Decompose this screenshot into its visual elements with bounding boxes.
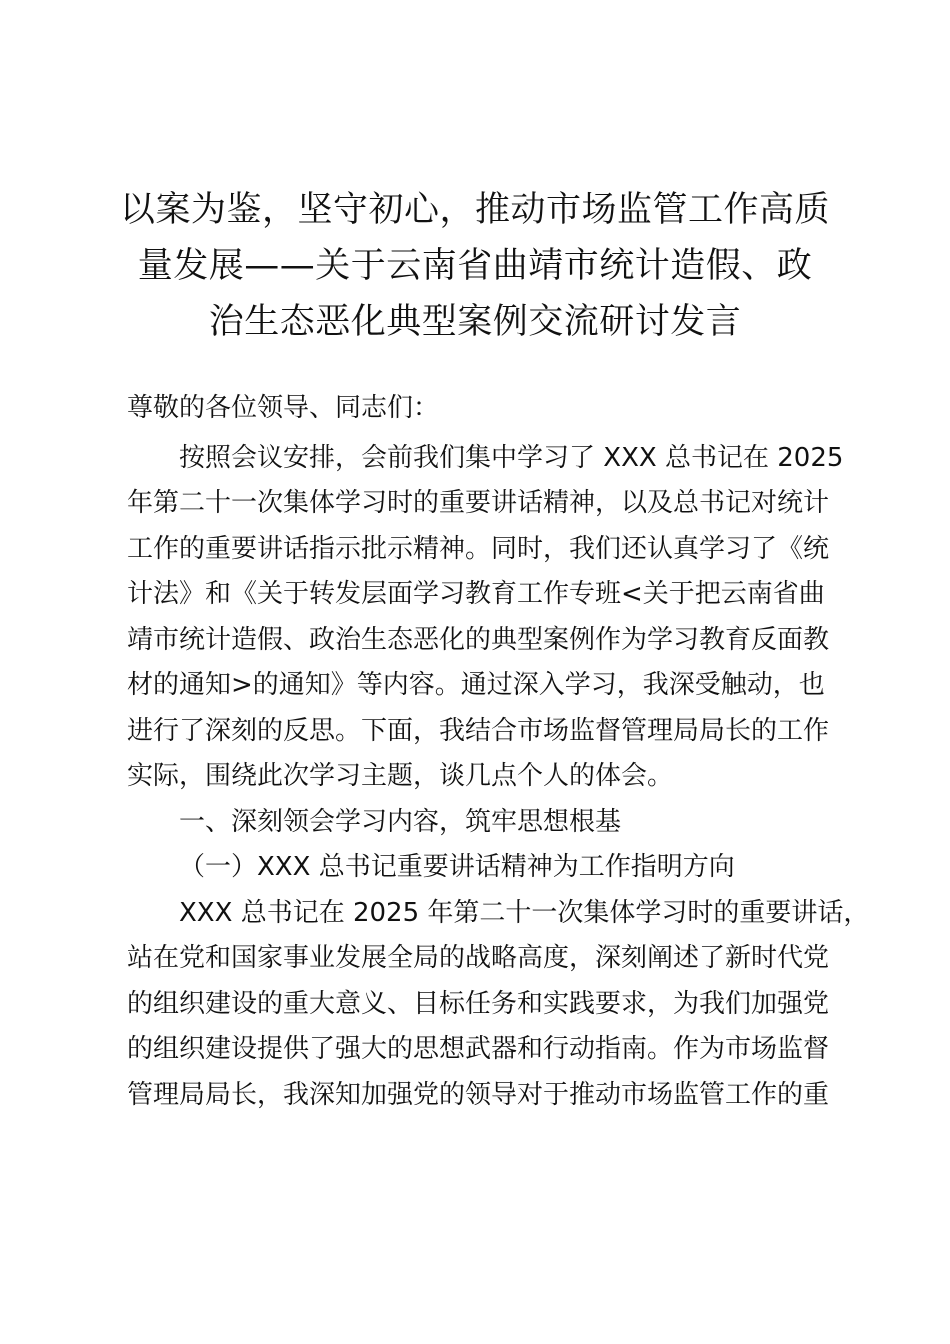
paragraph-line: 进行了深刻的反思。下面，我结合市场监督管理局局长的工作 bbox=[127, 715, 830, 746]
paragraph-line: 的组织建设的重大意义、目标任务和实践要求，为我们加强党 bbox=[127, 988, 830, 1019]
salutation: 尊敬的各位领导、同志们： bbox=[127, 393, 440, 423]
paragraph-line: 的组织建设提供了强大的思想武器和行动指南。作为市场监督 bbox=[127, 1034, 830, 1064]
section-heading: 一、深刻领会学习内容，筑牢思想根基 bbox=[179, 806, 622, 837]
paragraph-line: 管理局局长，我深知加强党的领导对于推动市场监管工作的重 bbox=[127, 1079, 830, 1110]
paragraph-line: 材的通知>的通知》等内容。通过深入学习，我深受触动，也 bbox=[127, 670, 825, 700]
document-title bbox=[110, 182, 840, 350]
paragraph-line: 靖市统计造假、政治生态恶化的典型案例作为学习教育反面教 bbox=[127, 624, 830, 655]
title-line: 以案为鉴，坚守初心，推动市场监管工作高质 bbox=[119, 190, 830, 230]
paragraph-line: 站在党和国家事业发展全局的战略高度，深刻阐述了新时代党 bbox=[127, 943, 830, 973]
paragraph-line: 年第二十一次集体学习时的重要讲话精神，以及总书记对统计 bbox=[127, 488, 830, 518]
paragraph-line: 实际，围绕此次学习主题，谈几点个人的体会。 bbox=[127, 761, 674, 791]
paragraph-line: 计法》和《关于转发层面学习教育工作专班<关于把云南省曲 bbox=[127, 579, 825, 609]
paragraph-line: XXX 总书记在 2025 年第二十一次集体学习时的重要讲话， bbox=[179, 897, 870, 928]
paragraph-line: 按照会议安排，会前我们集中学习了 XXX 总书记在 2025 bbox=[179, 442, 844, 473]
title-line: 治生态恶化典型案例交流研讨发言 bbox=[208, 302, 742, 342]
title-line: 量发展——关于云南省曲靖市统计造假、政 bbox=[137, 246, 813, 286]
paragraph-line: 工作的重要讲话指示批示精神。同时，我们还认真学习了《统 bbox=[127, 533, 830, 564]
document-body bbox=[127, 386, 870, 1118]
subsection-heading: （一）XXX 总书记重要讲话精神为工作指明方向 bbox=[179, 852, 735, 882]
